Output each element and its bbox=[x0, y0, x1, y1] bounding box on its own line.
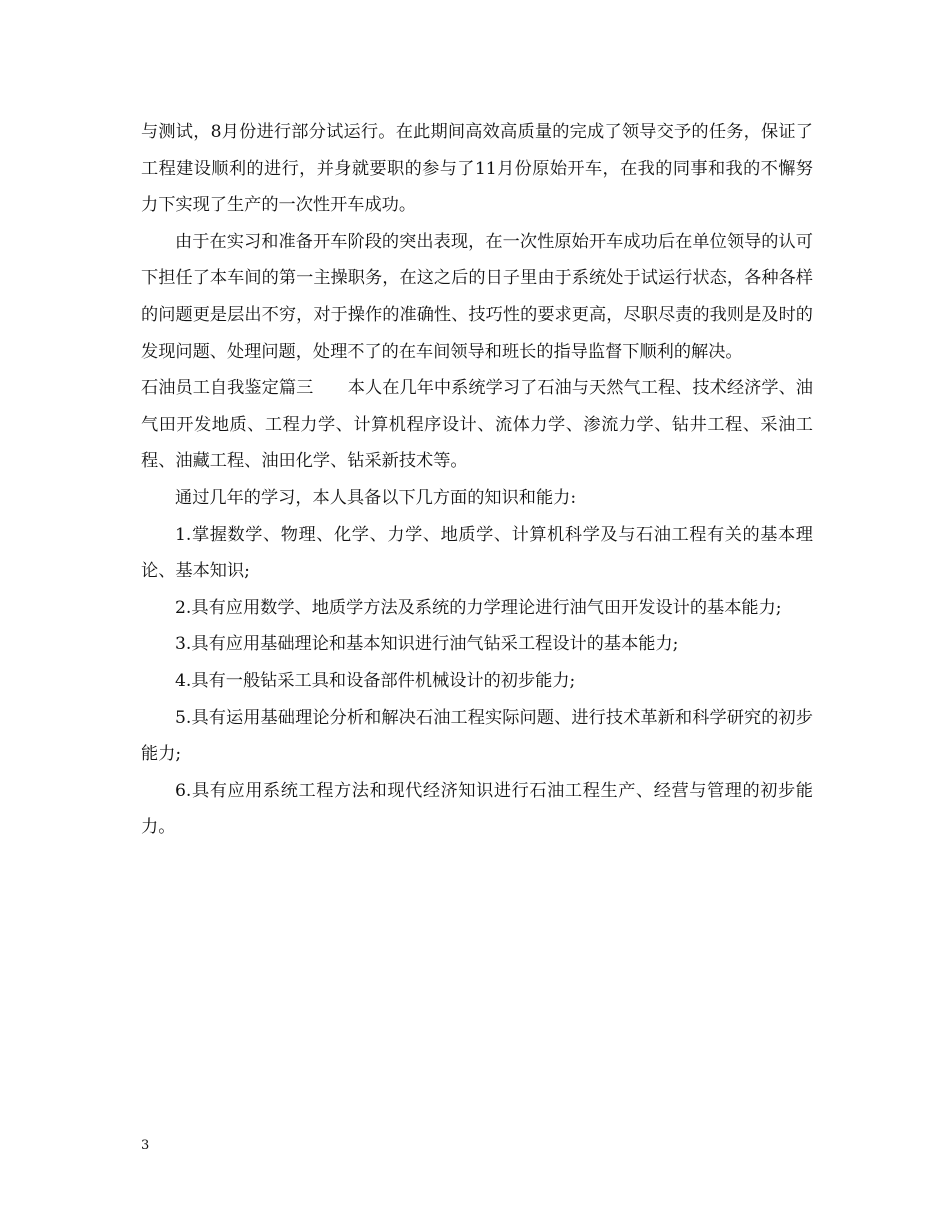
list-item-6: 6.具有应用系统工程方法和现代经济知识进行石油工程生产、经营与管理的初步能力。 bbox=[141, 780, 813, 838]
paragraph-2: 由于在实习和准备开车阶段的突出表现，在一次性原始开车成功后在单位领导的认可下担任了本车间的第一主操职务，在这之后的日子里由于系统处于试运行状态，各种各样的问题更是层出不穷，对于操作的准确性、技巧性的要求更高，尽职尽责的我则是及时的发现问题、处理问题，处理不了的在车间领导和班长的指导监督下顺利的解决。 bbox=[141, 231, 813, 362]
list-item-5: 5.具有运用基础理论分析和解决石油工程实际问题、进行技术革新和科学研究的初步能力; bbox=[141, 707, 813, 765]
document-body bbox=[141, 114, 813, 846]
paragraph-1: 与测试，8月份进行部分试运行。在此期间高效高质量的完成了领导交予的任务，保证了工程建设顺利的进行，并身就要职的参与了11月份原始开车，在我的同事和我的不懈努力下实现了生产的一次性开车成功。 bbox=[141, 122, 813, 216]
paragraph-4: 通过几年的学习，本人具备以下几方面的知识和能力: bbox=[175, 487, 577, 508]
list-item-3: 3.具有应用基础理论和基本知识进行油气钻采工程设计的基本能力; bbox=[175, 634, 679, 655]
paragraph-3: 石油员工自我鉴定篇三 本人在几年中系统学习了石油与天然气工程、技术经济学、油气田开发地质、工程力学、计算机程序设计、流体力学、渗流力学、钻井工程、采油工程、油藏工程、油田化学、钻采新技术等。 bbox=[141, 378, 813, 472]
page-number: 3 bbox=[141, 1138, 150, 1153]
list-item-2: 2.具有应用数学、地质学方法及系统的力学理论进行油气田开发设计的基本能力; bbox=[175, 597, 782, 618]
list-item-1: 1.掌握数学、物理、化学、力学、地质学、计算机科学及与石油工程有关的基本理论、基本知识; bbox=[141, 524, 813, 582]
list-item-4: 4.具有一般钻采工具和设备部件机械设计的初步能力; bbox=[175, 670, 576, 691]
